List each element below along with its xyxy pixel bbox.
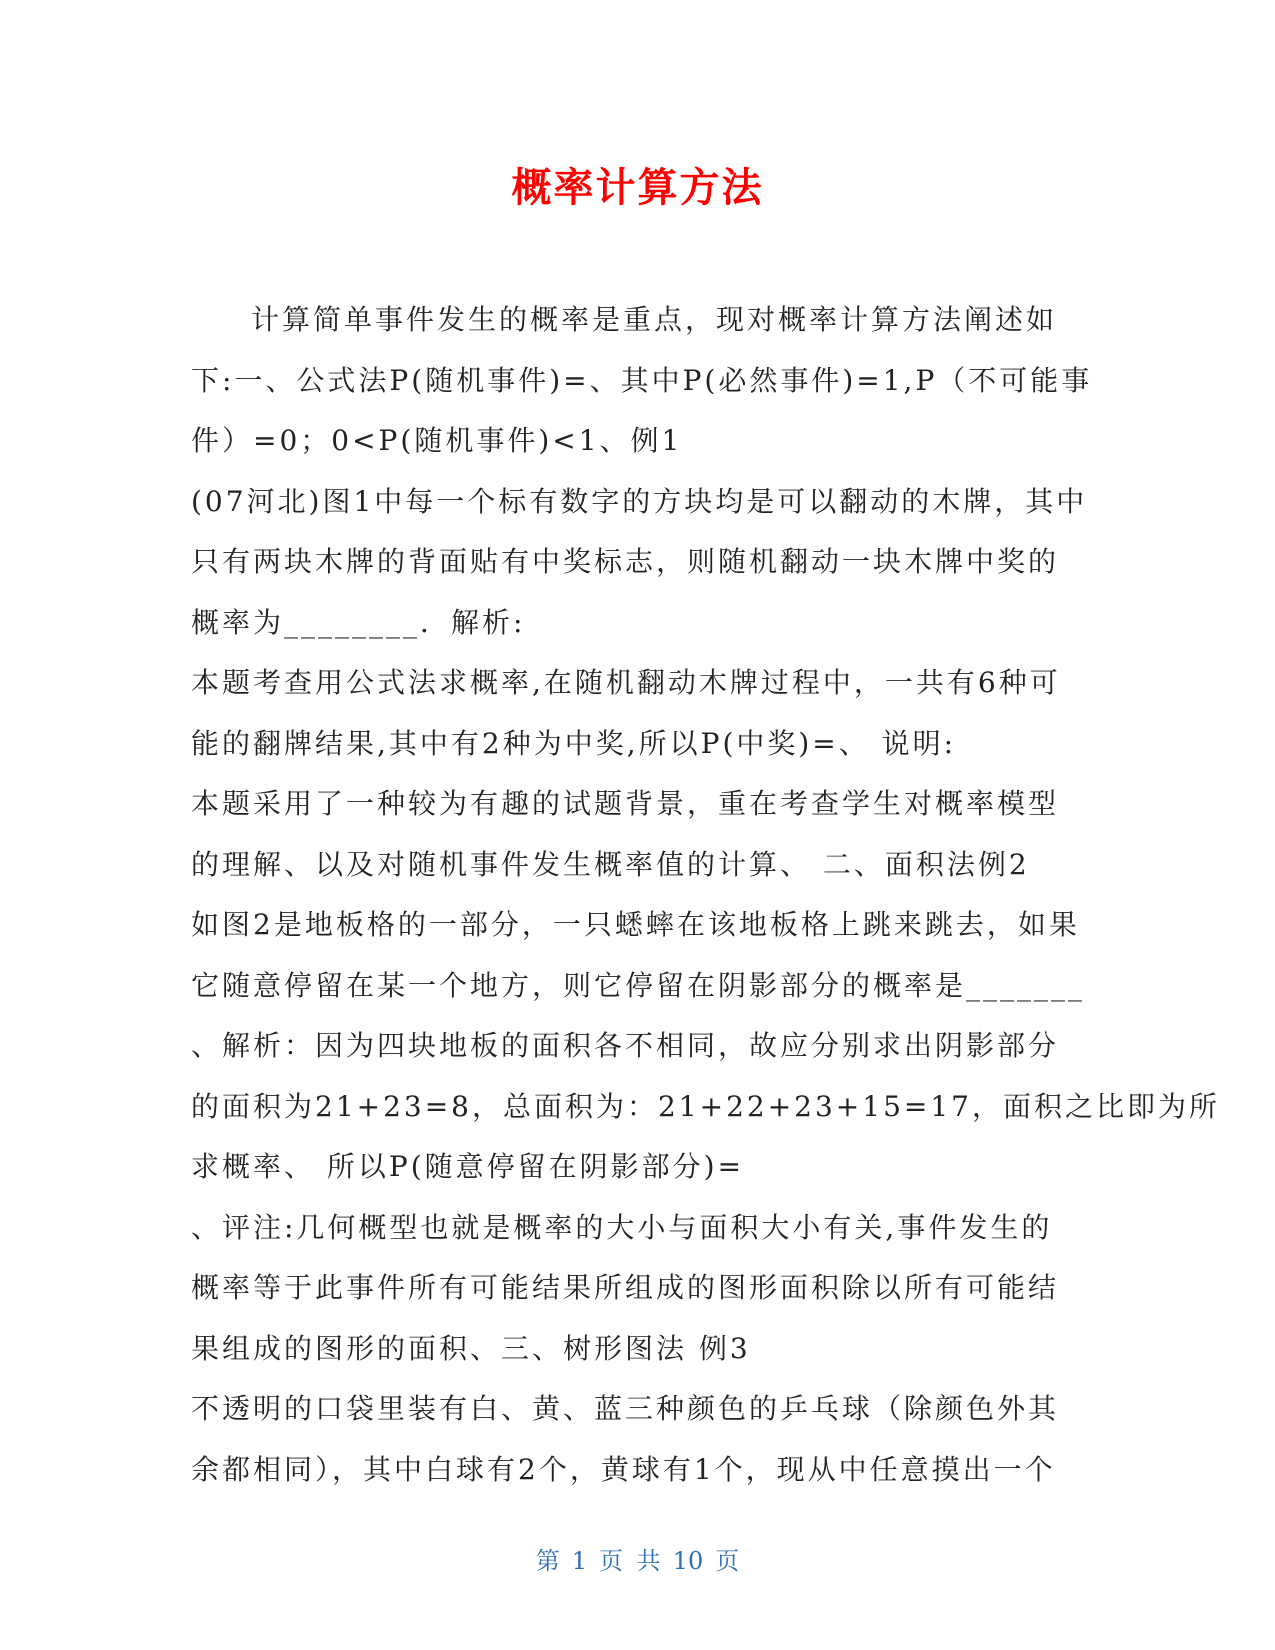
body-line: (07河北)图1中每一个标有数字的方块均是可以翻动的木牌，其中 <box>191 484 1088 518</box>
body-line: 余都相同），其中白球有2个，黄球有1个，现从中任意摸出一个 <box>191 1452 1056 1486</box>
body-line: 的理解、以及对随机事件发生概率值的计算、 二、面积法例2 <box>191 847 1030 881</box>
body-line: 、评注:几何概型也就是概率的大小与面积大小有关,事件发生的 <box>191 1210 1053 1244</box>
page-footer <box>0 1545 1275 1577</box>
footer-prefix: 第 <box>535 1547 560 1575</box>
body-line: 计算简单事件发生的概率是重点，现对概率计算方法阐述如 <box>251 303 1058 336</box>
body-line: 概率等于此事件所有可能结果所组成的图形面积除以所有可能结 <box>191 1271 1060 1304</box>
body-line: 下:一、公式法P(随机事件)=、其中P(必然事件)=1,P（不可能事 <box>191 363 1093 397</box>
body-line: 果组成的图形的面积、三、树形图法 例3 <box>191 1331 751 1365</box>
body-line: 本题考查用公式法求概率,在随机翻动木牌过程中，一共有6种可 <box>191 666 1061 699</box>
footer-total-pages: 10 <box>672 1547 704 1575</box>
body-line: 、解析：因为四块地板的面积各不相同，故应分别求出阴影部分 <box>191 1029 1060 1062</box>
footer-middle: 页 共 <box>599 1547 661 1575</box>
body-line: 的面积为21+23=8，总面积为：21+22+23+15=17，面积之比即为所 <box>191 1089 1220 1123</box>
body-line: 求概率、 所以P(随意停留在阴影部分)= <box>191 1150 745 1183</box>
body-line: 本题采用了一种较为有趣的试题背景，重在考查学生对概率模型 <box>191 787 1060 820</box>
body-line: 如图2是地板格的一部分，一只蟋蟀在该地板格上跳来跳去，如果 <box>191 908 1080 941</box>
body-line: 只有两块木牌的背面贴有中奖标志，则随机翻动一块木牌中奖的 <box>191 545 1060 578</box>
body-line: 不透明的口袋里装有白、黄、蓝三种颜色的乒乓球（除颜色外其 <box>191 1392 1060 1425</box>
body-line: 件）=0；0<P(随机事件)<1、例1 <box>191 424 683 457</box>
document-body <box>191 290 1220 1500</box>
document-title: 概率计算方法 <box>511 165 764 211</box>
body-line: 概率为________．解析: <box>191 605 526 639</box>
body-line: 能的翻牌结果,其中有2种为中奖,所以P(中奖)=、 说明: <box>191 726 957 760</box>
footer-suffix: 页 <box>715 1547 740 1575</box>
body-line: 它随意停留在某一个地方，则它停留在阴影部分的概率是_______ <box>191 968 1086 1002</box>
footer-current-page: 1 <box>571 1547 588 1575</box>
